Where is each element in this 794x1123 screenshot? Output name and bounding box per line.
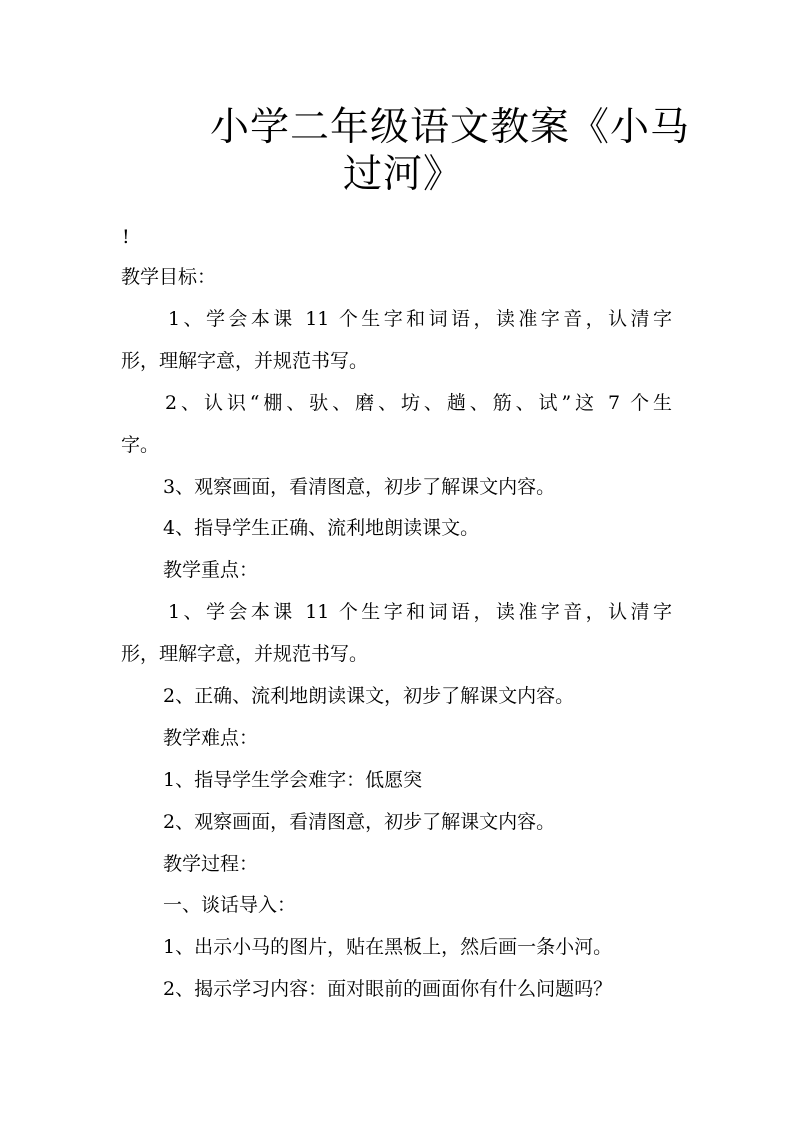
section-heading-process: 教学过程： [163,853,259,875]
objective-2-line-1: 2、认识“棚、驮、磨、坊、趟、筋、试”这 7 个生 [165,392,672,414]
difficulty-1: 1、指导学生学会难字：低愿突 [163,769,423,791]
objective-2-line-2: 字。 [121,434,160,456]
process-step-heading: 一、谈话导入： [163,894,297,916]
objective-4: 4、指导学生正确、流利地朗读课文。 [163,517,480,539]
process-item-2: 2、揭示学习内容：面对眼前的画面你有什么问题吗？ [163,978,613,1000]
key-point-1-line-1: 1、学会本课 11 个生字和词语，读准字音，认清字 [168,601,672,623]
stray-mark: ! [122,226,130,248]
section-heading-key-points: 教学重点： [163,559,259,581]
objective-1-line-1: 1、学会本课 11 个生字和词语，读准字音，认清字 [168,308,672,330]
section-heading-objectives: 教学目标： [121,266,217,288]
key-point-2: 2、正确、流利地朗读课文，初步了解课文内容。 [163,685,575,707]
difficulty-2: 2、观察画面，看清图意，初步了解课文内容。 [163,811,556,833]
objective-3: 3、观察画面，看清图意，初步了解课文内容。 [163,476,556,498]
objective-1-line-2: 形，理解字意，并规范书写。 [121,350,369,372]
section-heading-difficulties: 教学难点： [163,727,259,749]
document-title-line-2: 过河》 [343,152,464,197]
key-point-1-line-2: 形，理解字意，并规范书写。 [121,643,369,665]
process-item-1: 1、出示小马的图片，贴在黑板上，然后画一条小河。 [163,936,613,958]
document-title-line-1: 小学二年级语文教案《小马 [210,105,691,150]
